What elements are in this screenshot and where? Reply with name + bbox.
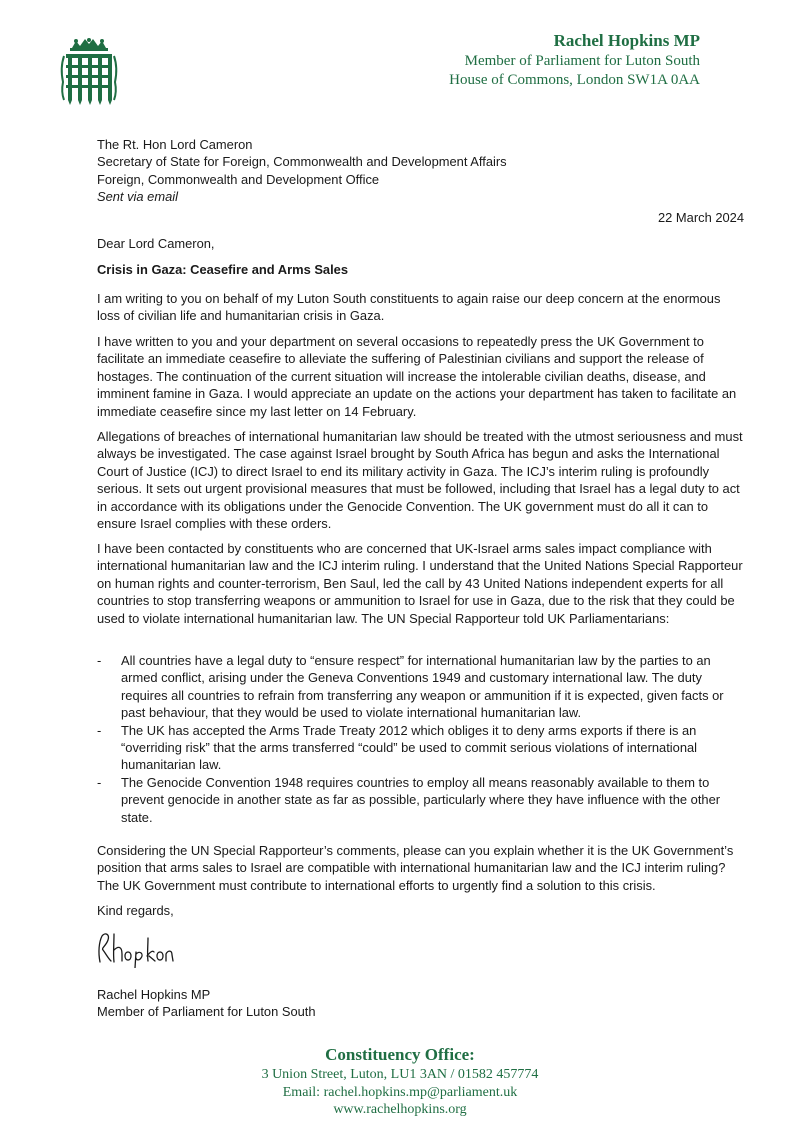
letterhead (449, 30, 700, 90)
footer-title: Constituency Office: (325, 1045, 475, 1064)
mp-name: Rachel Hopkins MP (553, 31, 700, 50)
paragraph-2: I have written to you and your department on several occasions to repeatedly press the UK Government to facilitate an immediate ceasefire to alleviate the suffering of Palestinian civilians and support the release of hostages. The continuation of the current situation will increase the intolerable civilian deaths, disease, and imminent famine in Gaza. I would appreciate an update on the actions your department has taken to facilitate an immediate ceasefire since my last letter on 14 February. (97, 334, 737, 419)
final-paragraph: Considering the UN Special Rapporteur’s comments, please can you explain whether it is the UK Government’s position that arms sales to Israel are compatible with international humanitarian law and the ICJ interim ruling? The UK Government must contribute to international efforts to urgently find a solution to this crisis. (97, 843, 734, 893)
salutation: Dear Lord Cameron, (97, 236, 215, 251)
list-item (97, 774, 747, 826)
signatory-name: Rachel Hopkins MP (97, 987, 211, 1002)
subject-line: Crisis in Gaza: Ceasefire and Arms Sales (97, 262, 349, 277)
list-item (97, 652, 747, 722)
bullet-list (97, 652, 747, 826)
signatory-role: Member of Parliament for Luton South (97, 1004, 316, 1020)
bullet-marker: - (97, 653, 102, 668)
delivery-note: Sent via email (97, 189, 178, 205)
signature (94, 928, 176, 968)
closing: Kind regards, (97, 903, 174, 918)
portcullis-icon (58, 38, 120, 106)
bullet-text: All countries have a legal duty to “ensure respect” for international humanitarian law by the parties to an armed conflict, arising under the Geneva Conventions 1949 and customary international law. The duty requires all countries to refrain from transferring any weapon or ammunition if it is expected, given facts or past behaviour, that they would be used to violate international humanitarian law. (121, 653, 724, 721)
mp-role: Member of Parliament for Luton South (464, 53, 700, 69)
recipient-name: The Rt. Hon Lord Cameron (97, 137, 253, 152)
paragraph-3: Allegations of breaches of international humanitarian law should be treated with the utmost seriousness and must always be investigated. The case against Israel brought by South Africa has begun and asks the International Court of Justice (ICJ) to direct Israel to end its military activity in Gaza. The ICJ’s interim ruling is profoundly serious. It sets out urgent provisional measures that must be followed, including that Israel has a legal duty to act in accordance with its obligations under the Genocide Convention. The UK government must do all it can to ensure Israel complies with these orders. (97, 429, 743, 532)
bullet-text: The UK has accepted the Arms Trade Treaty 2012 which obliges it to deny arms exports if there is an “overriding risk” that the arms transferred “could” be used to commit serious violations of international humanitarian law. (121, 722, 698, 773)
paragraph-1: I am writing to you on behalf of my Luton South constituents to again raise our deep concern at the enormous loss of civilian life and humanitarian crisis in Gaza. (97, 291, 721, 324)
paragraph-4: I have been contacted by constituents who are concerned that UK-Israel arms sales impact compliance with international humanitarian law and the ICJ interim ruling. I understand that the United Nations Special Rapporteur on human rights and counter-terrorism, Ben Saul, led the call by 43 United Nations independent experts for all countries to stop transferring weapons or ammunition to Israel for use in Gaza, due to the risk that they could be used to violate international humanitarian law. The UN Special Rapporteur told UK Parliamentarians: (97, 541, 743, 626)
sign-off (97, 986, 316, 1021)
footer-email: Email: rachel.hopkins.mp@parliament.uk (282, 1084, 518, 1100)
recipient-block (97, 136, 737, 206)
list-item (97, 722, 747, 774)
bullet-text: The Genocide Convention 1948 requires countries to employ all means reasonably available to them to prevent genocide in another state as far as possible, particularly where they have influence with the other state. (121, 774, 721, 825)
recipient-title: Secretary of State for Foreign, Commonwealth and Development Affairs (97, 154, 507, 170)
footer-website: www.rachelhopkins.org (333, 1102, 467, 1117)
letter-date: 22 March 2024 (658, 210, 744, 225)
footer (0, 1044, 800, 1119)
bullet-marker: - (97, 774, 102, 790)
mp-address: House of Commons, London SW1A 0AA (449, 72, 700, 88)
recipient-office: Foreign, Commonwealth and Development Office (97, 171, 380, 187)
footer-address: 3 Union Street, Luton, LU1 3AN / 01582 457774 (261, 1067, 539, 1082)
bullet-marker: - (97, 722, 102, 738)
